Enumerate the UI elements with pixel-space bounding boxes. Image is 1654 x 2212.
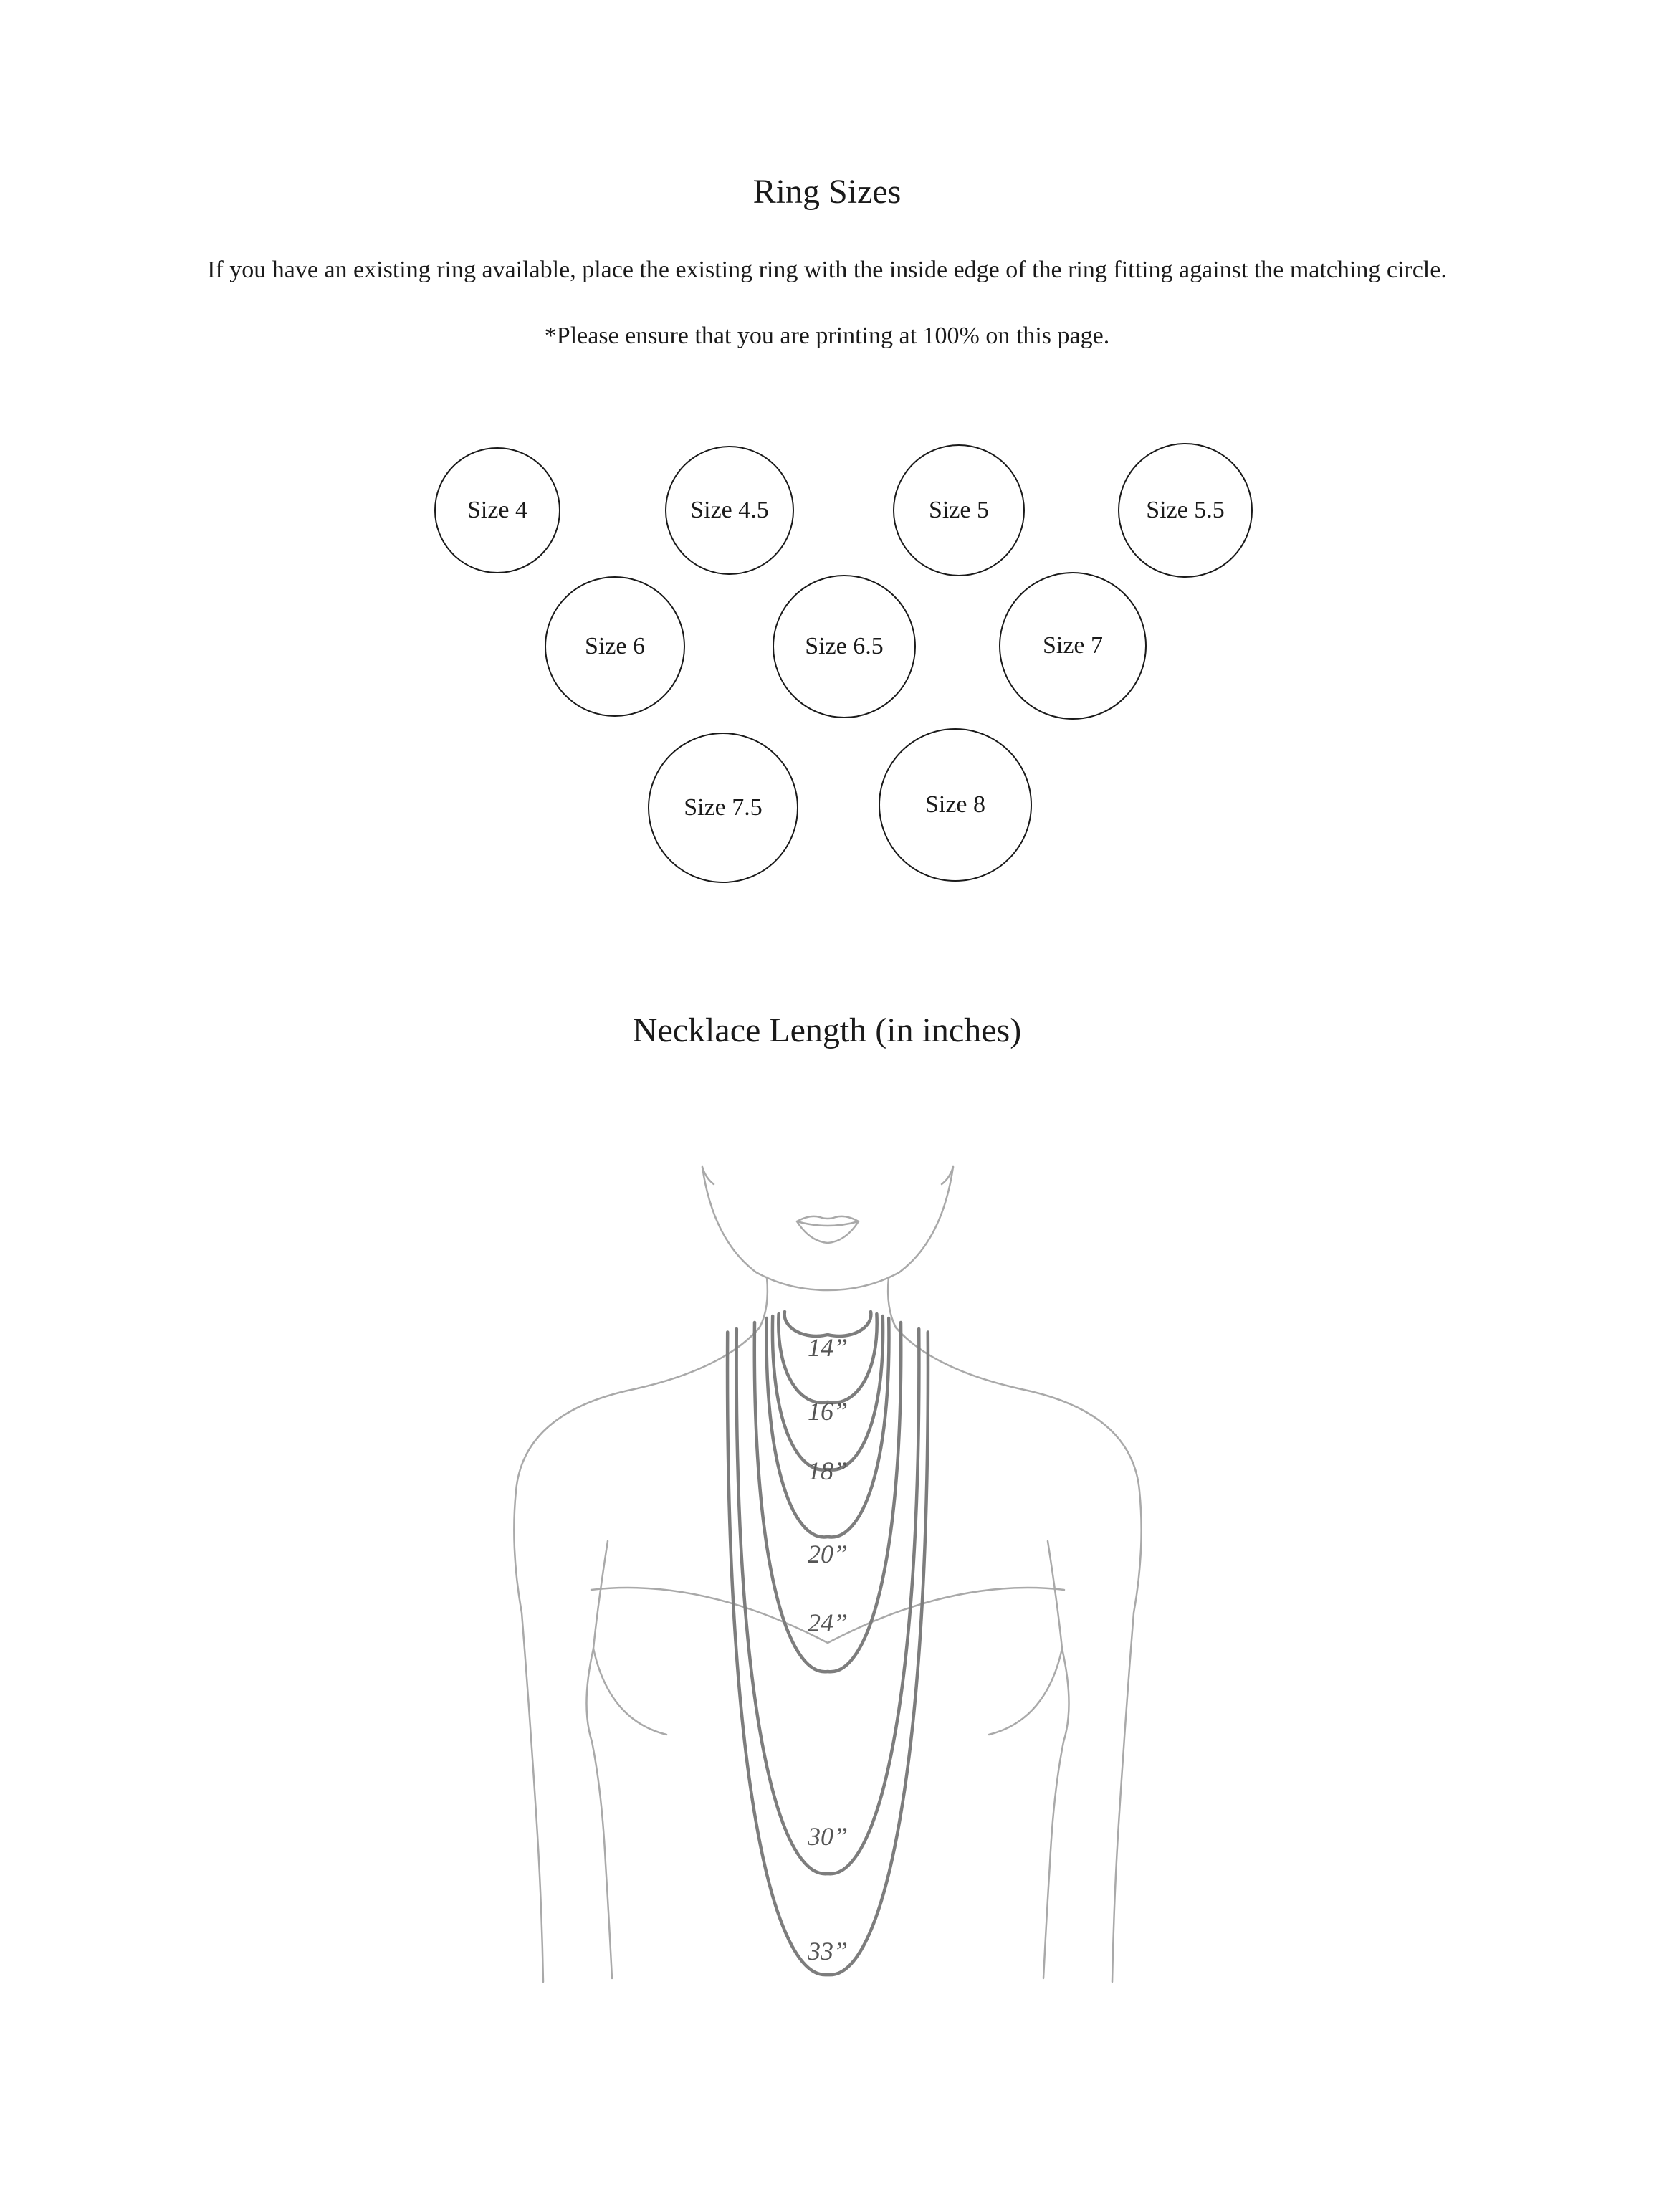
ring-size-label: Size 5.5 [1146, 497, 1225, 523]
ring-size-label: Size 7.5 [684, 794, 763, 821]
length-label-30: 30” [807, 1822, 848, 1851]
ring-circle-size-8 [879, 728, 1032, 882]
ring-size-label: Size 4.5 [690, 497, 769, 523]
right-inner-arm [1043, 1541, 1069, 1978]
body-outline [514, 1167, 1141, 1982]
ring-size-label: Size 6 [584, 633, 646, 659]
left-inner-arm [586, 1541, 612, 1978]
ring-size-label: Size 7 [1042, 632, 1104, 659]
ring-size-label: Size 6.5 [805, 633, 884, 659]
lower-lip [797, 1221, 859, 1243]
length-label-33: 33” [807, 1937, 848, 1965]
ring-size-label: Size 4 [467, 497, 528, 523]
ring-circle-size-6 [545, 576, 685, 717]
ring-size-label: Size 5 [928, 497, 990, 523]
left-bust [593, 1649, 666, 1735]
ring-circle-size-5 [893, 444, 1025, 576]
length-label-14: 14” [807, 1333, 848, 1362]
ring-instructions: If you have an existing ring available, place the existing ring with the inside edge of the ring fitting against the matching circle. [207, 257, 1447, 283]
left-shoulder [514, 1327, 760, 1982]
ring-circle-size-5-5 [1118, 443, 1253, 578]
upper-lip [797, 1216, 859, 1221]
length-label-20: 20” [807, 1540, 848, 1568]
ring-circle-size-7-5 [648, 733, 798, 883]
length-label-16: 16” [807, 1397, 848, 1426]
necklace-length-title: Necklace Length (in inches) [632, 1011, 1022, 1049]
necklace-length-diagram [466, 1147, 1190, 2007]
print-note: *Please ensure that you are printing at 100% on this page. [544, 323, 1110, 349]
ring-circle-size-7 [999, 572, 1147, 720]
right-bust [989, 1649, 1062, 1735]
ring-circle-size-4-5 [665, 446, 794, 575]
necklace-chain-14 [785, 1312, 871, 1336]
right-shoulder [896, 1327, 1142, 1982]
ring-circle-size-6-5 [773, 575, 916, 718]
length-label-18: 18” [807, 1457, 848, 1485]
length-label-24: 24” [807, 1608, 848, 1637]
ring-circle-size-4 [434, 447, 560, 573]
ring-size-label: Size 8 [924, 791, 986, 818]
ring-sizes-title: Ring Sizes [752, 173, 902, 211]
face-outline [702, 1167, 953, 1290]
